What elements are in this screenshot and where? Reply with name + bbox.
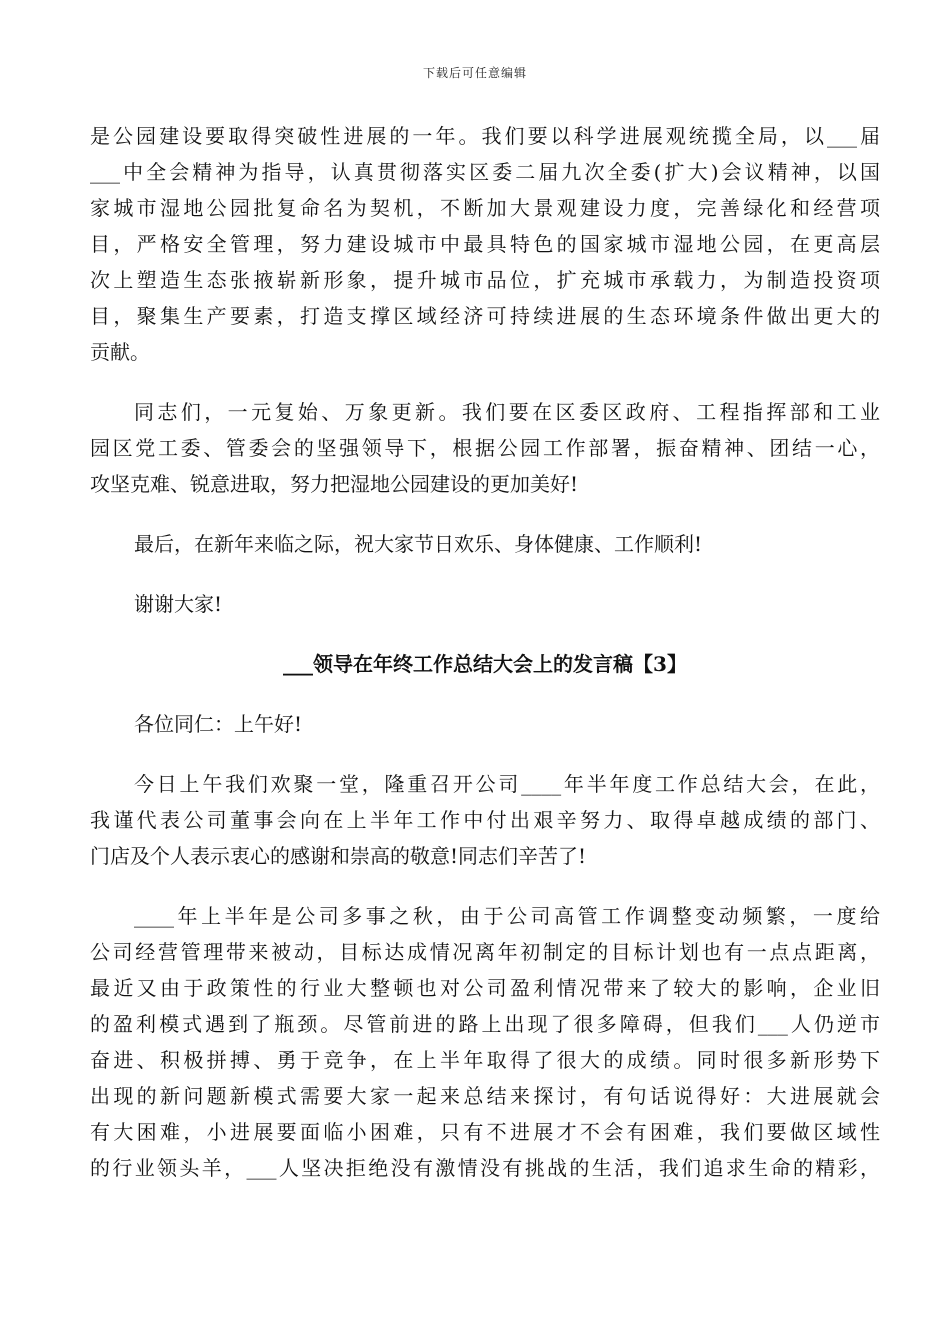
paragraph-line: 贡献。 <box>90 340 150 364</box>
paragraph-meeting-opening <box>90 766 880 874</box>
page-header: 下载后可任意编辑 <box>422 66 527 80</box>
paragraph-line: 园区党工委、管委会的坚强领导下，根据公园工作部署，振奋精神、团结一心， <box>90 436 880 460</box>
paragraph-first-half-review <box>90 898 880 1186</box>
paragraph-line: 家城市湿地公园批复命名为契机，不断加大景观建设力度，完善绿化和经营项 <box>90 196 880 220</box>
thanks-line: 谢谢大家! <box>134 592 223 616</box>
paragraph-line: 同志们，一元复始、万象更新。我们要在区委区政府、工程指挥部和工业 <box>134 400 880 424</box>
paragraph-line: 目，严格安全管理，努力建设城市中最具特色的国家城市湿地公园，在更高层 <box>90 232 880 256</box>
paragraph-park-construction <box>90 118 880 370</box>
greeting-line: 各位同仁：上午好! <box>134 712 303 736</box>
paragraph-line: 攻坚克难、锐意进取，努力把湿地公园建设的更加美好! <box>90 472 579 496</box>
paragraph-line: 我谨代表公司董事会向在上半年工作中付出艰辛努力、取得卓越成绩的部门、 <box>90 808 880 832</box>
paragraph-line: 出现的新问题新模式需要大家一起来总结来探讨，有句话说得好：大进展就会 <box>90 1084 880 1108</box>
section-title: ___领导在年终工作总结大会上的发言稿【3】 <box>283 652 687 676</box>
paragraph-comrades <box>90 394 880 502</box>
paragraph-line: 的盈利模式遇到了瓶颈。尽管前进的路上出现了很多障碍，但我们___人仍逆市 <box>90 1012 880 1036</box>
document-body <box>90 118 880 1210</box>
paragraph-line: 最近又由于政策性的行业大整顿也对公司盈利情况带来了较大的影响，企业旧 <box>90 976 880 1000</box>
paragraph-line: 的行业领头羊，___人坚决拒绝没有激情没有挑战的生活，我们追求生命的精彩， <box>90 1156 880 1180</box>
paragraph-line: 是公园建设要取得突破性进展的一年。我们要以科学进展观统揽全局，以___届 <box>90 124 880 148</box>
paragraph-line: 次上塑造生态张掖崭新形象，提升城市品位，扩充城市承载力，为制造投资项 <box>90 268 880 292</box>
paragraph-line: 有大困难，小进展要面临小困难，只有不进展才不会有困难，我们要做区域性 <box>90 1120 880 1144</box>
closing-line: 最后，在新年来临之际，祝大家节日欢乐、身体健康、工作顺利! <box>134 532 703 556</box>
paragraph-line: ____年上半年是公司多事之秋，由于公司高管工作调整变动频繁，一度给 <box>134 904 880 928</box>
paragraph-line: 奋进、积极拼搏、勇于竞争，在上半年取得了很大的成绩。同时很多新形势下 <box>90 1048 880 1072</box>
paragraph-line: 公司经营管理带来被动，目标达成情况离年初制定的目标计划也有一点点距离， <box>90 940 880 964</box>
paragraph-line: ___中全会精神为指导，认真贯彻落实区委二届九次全委(扩大)会议精神，以国 <box>90 160 880 184</box>
paragraph-line: 今日上午我们欢聚一堂，隆重召开公司____年半年度工作总结大会，在此， <box>134 772 880 796</box>
paragraph-line: 门店及个人表示衷心的感谢和崇高的敬意!同志们辛苦了! <box>90 844 587 868</box>
paragraph-line: 目，聚集生产要素，打造支撑区域经济可持续进展的生态环境条件做出更大的 <box>90 304 880 328</box>
